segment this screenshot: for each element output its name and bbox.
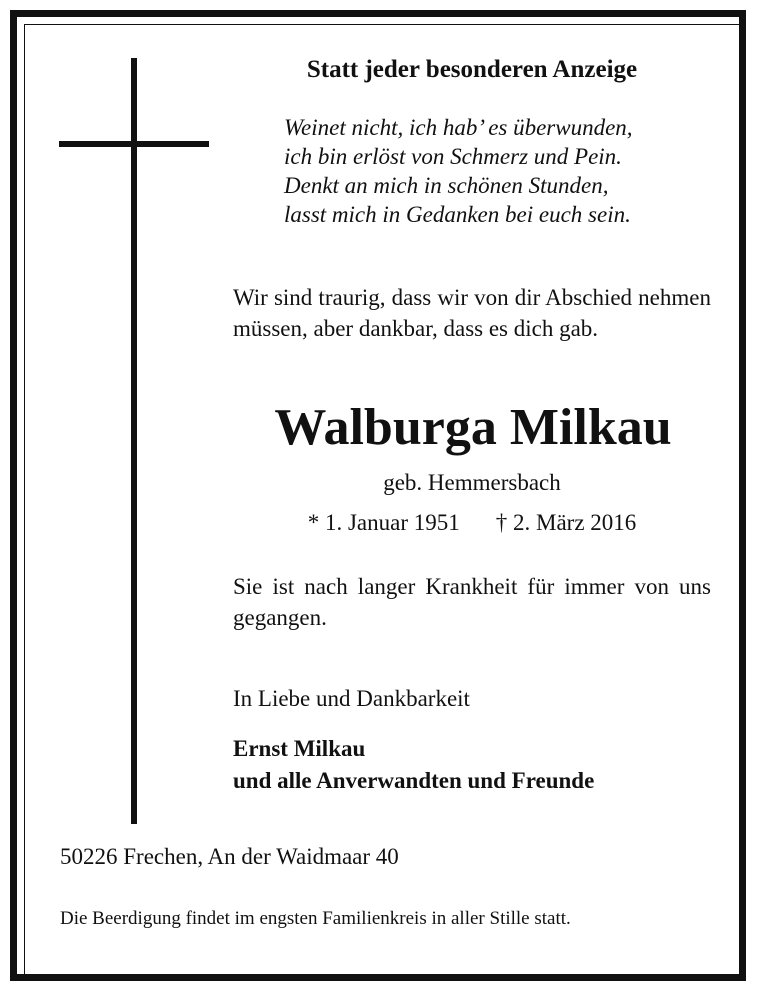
signers xyxy=(233,733,711,797)
birth-name: geb. Hemmersbach xyxy=(383,470,561,495)
deceased-name: Walburga Milkau xyxy=(274,399,672,456)
address: 50226 Frechen, An der Waidmaar 40 xyxy=(60,844,399,869)
poem-line: ich bin erlöst von Schmerz und Pein. xyxy=(284,144,622,169)
poem-line: Weinet nicht, ich hab’ es überwunden, xyxy=(284,115,633,140)
cross-horizontal-bar xyxy=(59,141,209,147)
signer-line: Ernst Milkau xyxy=(233,736,366,761)
passing-text: Sie ist nach langer Krankheit für immer von uns gegangen. xyxy=(233,574,711,630)
birth-date: * 1. Januar 1951 xyxy=(307,510,460,535)
headline: Statt jeder besonderen Anzeige xyxy=(306,56,638,83)
funeral-note: Die Beerdigung findet im engsten Familienkreis in aller Stille statt. xyxy=(60,908,571,929)
signer-line: und alle Anverwandten und Freunde xyxy=(233,768,595,793)
poem-line: Denkt an mich in schönen Stunden, xyxy=(284,173,609,198)
life-dates xyxy=(230,508,714,538)
death-date: † 2. März 2016 xyxy=(495,510,637,535)
poem xyxy=(284,113,724,229)
closing-phrase: In Liebe und Dankbarkeit xyxy=(233,686,470,711)
cross-vertical-bar xyxy=(131,58,137,824)
poem-line: lasst mich in Gedanken bei euch sein. xyxy=(284,202,631,227)
intro-text: Wir sind traurig, dass wir von dir Abschied nehmen müssen, aber dankbar, dass es dich gab. xyxy=(233,285,711,341)
